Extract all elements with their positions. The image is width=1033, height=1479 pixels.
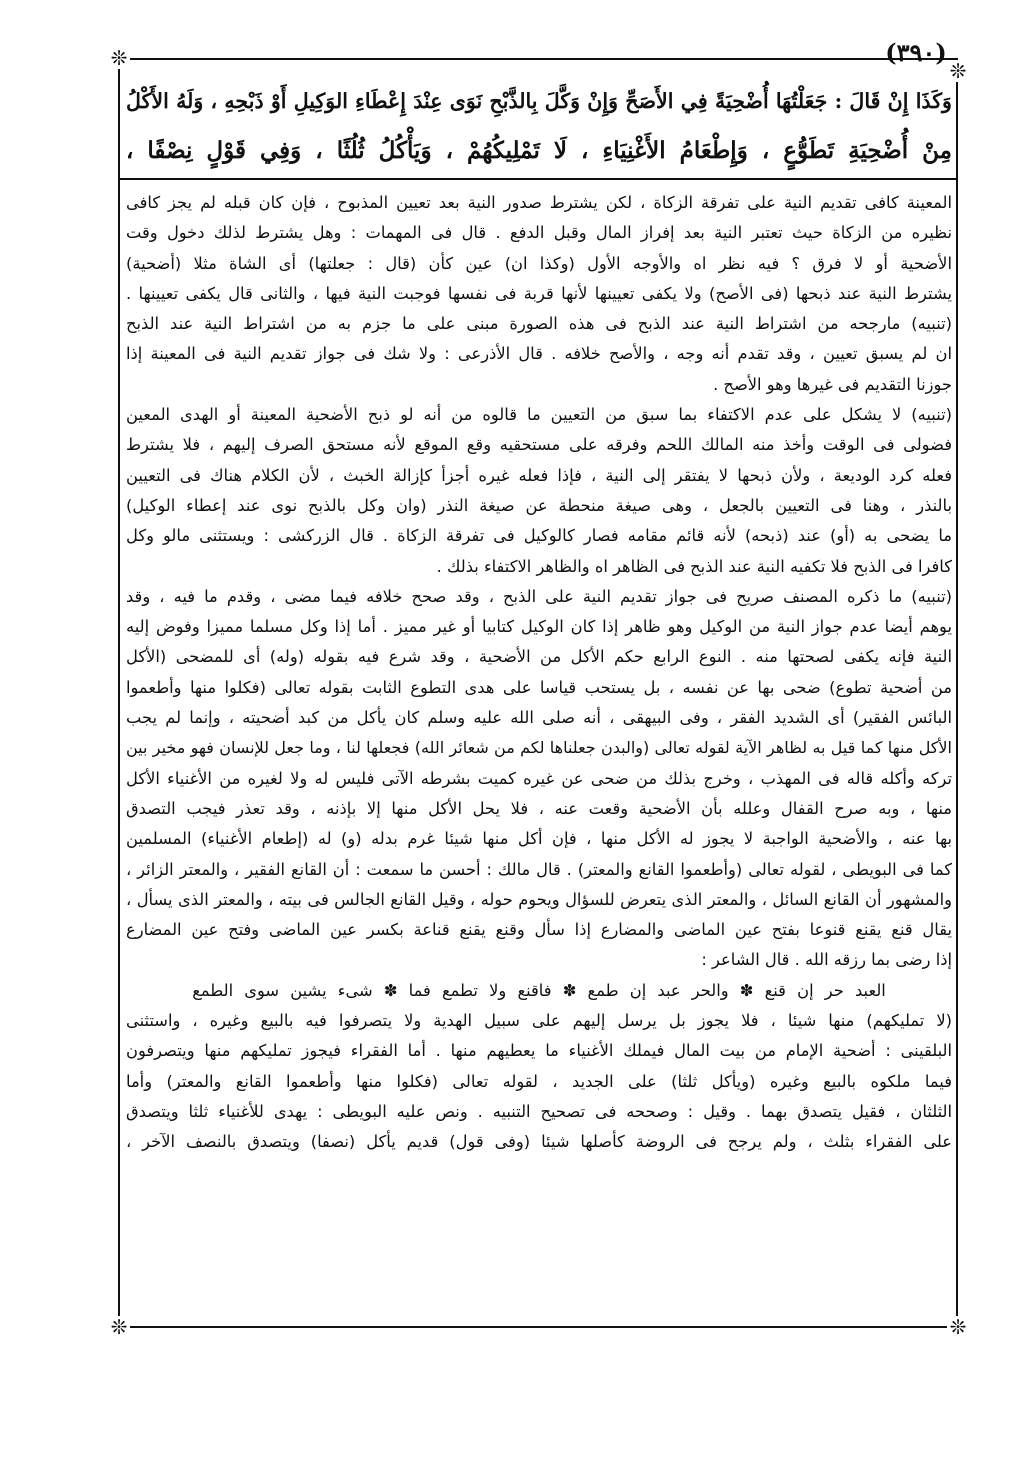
page-number: (٣٩٠) [885, 38, 947, 67]
commentary-line: كما فى البويطى ، لقوله تعالى (وأطعموا القانع والمعتر) . قال مالك : أحسن ما سمعت : أن القانع الفقير ، والمعتر الزائر ، [126, 859, 952, 879]
commentary-line: إذا رضى بما رزقه الله . قال الشاعر : [701, 950, 952, 970]
commentary-line: فعله كرد الوديعة ، ولأن ذبحها لا يفتقر إلى النية ، فإذا فعله غيره أجزأ كإزالة الخبث ، لأن الكلام هناك فى التعيين [126, 465, 952, 485]
corner-ornament-icon: ❊ [108, 1316, 130, 1338]
corner-ornament-icon: ❊ [108, 47, 130, 69]
commentary-line: على الفقراء بثلث ، ولم يرجح فى الروضة كأصلها شيئا (وفى قول) قديم يأكل (نصفا) ويتصدق بالنصف الآخر ، [126, 1132, 952, 1152]
commentary-line: فيما ملكوه بالبيع وغيره (ويأكل ثلثا) على الجديد ، لقوله تعالى (فكلوا منها وأطعموا القانع والمعتر) وأما [126, 1071, 952, 1091]
commentary-line: بها عنه ، والأضحية الواجبة لا يجوز له الأكل منها ، فإن أكل منها شيئا غرم بدله (و) له (إطعام الأغنياء) المسلمين [126, 829, 952, 849]
frame-right-rule [956, 58, 958, 1328]
commentary-line: الثلثان ، فقيل يتصدق بهما . وقيل : وصححه فى تصحيح التنبيه . ونص عليه البويطى : يهدى للأغنياء ثلثا ويتصدق [126, 1101, 952, 1121]
commentary-line: والمشهور أن القانع السائل ، والمعتر الذى يتعرض للسؤال ويحوم حوله ، وقيل القانع الجالس فى بيته ، والمعتر الذى يسأل ، [126, 889, 952, 909]
commentary-line: منها ، وبه صرح القفال وعلله بأن الأضحية وقعت عنه ، فلا يحل الأكل منها إلا بإذنه ، وقد تعذر فيجب التصدق [126, 798, 952, 818]
matn-line: وَكَذَا إِنْ قَالَ : جَعَلْتُهَا أُضْحِيَةً فِي الأَصَحِّ وَإِنْ وَكَّلَ بِالذَّبْحِ نَوَى عِنْدَ إِعْطَاءِ الوَكِيلِ أَوْ ذَبْحِهِ ، وَلَهُ الأَكْلُ [126, 89, 952, 113]
commentary-line: كافرا فى الذبح فلا تكفيه النية عند الذبح فى الظاهر اه والظاهر الاكتفاء بذلك . [436, 556, 952, 576]
commentary-line: الأضحية أو لا فرق ؟ فيه نظر اه والأوجه الأول (وكذا ان) عين كأن (قال : جعلتها) أى الشاة مثلا (أضحية) [126, 253, 952, 273]
commentary-line: المعينة كافى تقديم النية على تفرقة الزكاة ، لكن يشترط صدور النية بعد تعيين المذبوح ، فإن كان قبله لم يجز كافى [126, 193, 952, 212]
matn-line: مِنْ أُضْحِيَةِ تَطَوُّعٍ ، وَإِطْعَامُ الأَغْنِيَاءِ ، لَا تَمْلِيكُهُمْ ، وَيَأْكُلُ ثُلُثًا ، وَفِي قَوْلٍ نِصْفًا ، [126, 137, 952, 164]
commentary-line: (تنبيه) ما ذكره المصنف صريح فى جواز تقديم النية على الذبح ، وقد صحح خلافه فيما مضى ، وقدم ما فيه ، وقد [126, 586, 952, 606]
frame-bottom-rule [118, 1326, 958, 1328]
matn-text-block [126, 76, 952, 180]
corner-ornament-icon: ❊ [947, 1316, 969, 1338]
commentary-line: يوهم أيضا عدم جواز النية من الوكيل وهو ظاهر إذا كان الوكيل كتابيا أو غير مميز . أما إذا وكل مسلما مميزا وفوض إليه [126, 617, 952, 637]
commentary-line: (لا تمليكهم) منها شيئا ، فلا يجوز بل يرسل إليهم على سبيل الهدية ولا يتصرفوا فيه بالبيع وغيره ، واستثنى [126, 1011, 952, 1031]
corner-ornament-icon: ❊ [947, 60, 969, 82]
commentary-line: الأكل منها كما قيل به لظاهر الآية لقوله تعالى (والبدن جعلناها لكم من شعائر الله) فجعلها لنا ، وما جعل للإنسان فهو مخير بين [126, 738, 952, 758]
commentary-line: النية فإنه يكفى لصحتها منه . النوع الرابع حكم الأكل من الأضحية ، وقد شرع فيه بقوله (وله) أى للمضحى (الأكل [126, 647, 952, 667]
commentary-line: البلقينى : أضحية الإمام من بيت المال فيملك الأغنياء ما يعطيهم منها . أما الفقراء فيجوز تمليكهم منها ويتصرفون [126, 1041, 952, 1061]
poetry-verse: العبد حر إن قنع ✽ والحر عبد إن طمع ✽ فاقنع ولا تطمع فما ✽ شىء يشين سوى الطمع [192, 980, 886, 1000]
frame-left-rule [118, 58, 120, 1328]
commentary-line: فضولى فى الوقت وأخذ منه المالك اللحم وفرقه على مستحقيه وقع الموقع لأنه مستحق الصرف إليهم ، فلا يشترط [126, 435, 952, 455]
commentary-line: من أضحية تطوع) ضحى بها عن نفسه ، بل يستحب قياسا على هدى التطوع الثابت بقوله تعالى (فكلوا منها وأطعموا [126, 677, 952, 697]
commentary-line: بالنذر ، وهنا فى التعيين بالجعل ، وهى صيغة منحطة عن صيغة النذر (وان وكل بالذبح نوى عند إعطاء الوكيل) [126, 495, 952, 515]
commentary-line: (تنبيه) مارجحه من اشتراط النية عند الذبح فى هذه الصورة مبنى على ما جزم به من اشتراط النية عند الذبح [126, 314, 952, 334]
commentary-line: نظيره من الزكاة حيث تعتبر النية بعد إفراز المال وقبل الدفع . قال فى المهمات : وهل يشترط لذلك دخول وقت [126, 223, 952, 243]
commentary-line: جوزنا التقديم فى غيرها وهو الأصح . [713, 374, 952, 394]
commentary-line: يقال قنع يقنع قنوعا بفتح عين الماضى والمضارع إذا سأل وقنع يقنع قناعة بكسر عين الماضى وفتح عين المضارع [126, 920, 952, 940]
commentary-line: البائس الفقير) أى الشديد الفقر ، وفى البيهقى ، أنه صلى الله عليه وسلم كان يأكل من كبد أضحيته ، وإنما لم يجب [126, 708, 952, 728]
commentary-line: يشترط النية عند ذبحها (فى الأصح) ولا يكفى تعيينها لأنها قربة فى نفسها فوجبت النية فيها ، والثانى قال يكفى تعيينها . [126, 283, 952, 303]
commentary-line: ما يضحى به (أو) عند (ذبحه) لأنه قائم مقامه فصار كالوكيل فى تفرقة الزكاة . قال الزركشى : ويستثنى مالو وكل [126, 526, 952, 546]
commentary-text-block [126, 188, 952, 1318]
frame-top-rule [118, 58, 958, 60]
commentary-line: (تنبيه) لا يشكل على عدم الاكتفاء بما سبق من التعيين ما قالوه من أنه لو ذبح الأضحية المعينة أو الهدى المعين [126, 405, 952, 425]
commentary-line: ان لم يسبق تعيين ، وقد تقدم أنه وجه ، والأصح خلافه . قال الأذرعى : ولا شك فى جواز تقديم النية فى المعينة إذا [126, 344, 952, 364]
commentary-line: تركه وأكله قاله فى المهذب ، وخرج بذلك من ضحى عن غيره كميت بشرطه الآتى فليس له ولا لغيره من الأغنياء الأكل [126, 768, 952, 788]
